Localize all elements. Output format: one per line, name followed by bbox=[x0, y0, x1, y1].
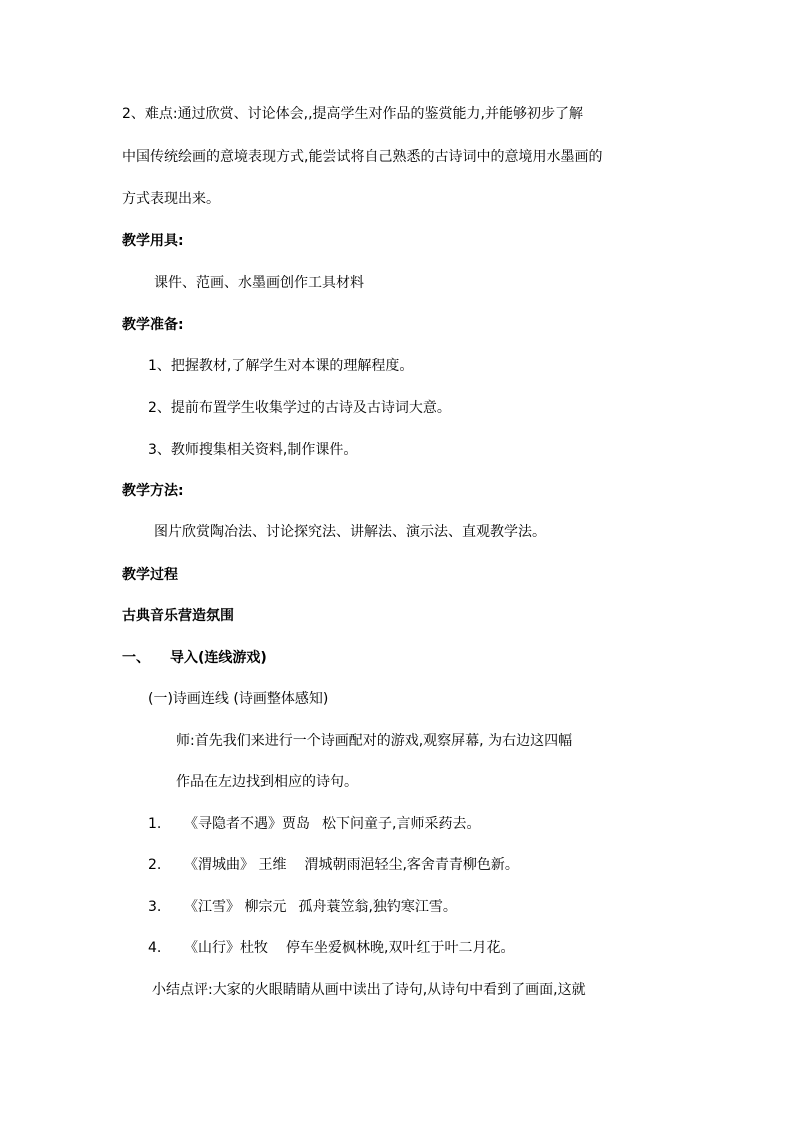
poem-1-title: 《寻隐者不遇》贾岛 bbox=[184, 816, 310, 832]
summary-line: 小结点评:大家的火眼睛睛从画中读出了诗句,从诗句中看到了画面,这就 bbox=[152, 982, 586, 998]
tools-content: 课件、范画、水墨画创作工具材料 bbox=[154, 275, 364, 291]
poem-4-number: 4. bbox=[148, 940, 162, 956]
teacher-line-2: 作品在左边找到相应的诗句。 bbox=[176, 774, 358, 790]
poem-4-title: 《山行》杜牧 bbox=[184, 940, 268, 956]
poem-1-number: 1. bbox=[148, 816, 162, 832]
poem-item-1 bbox=[148, 815, 480, 833]
poem-4-line: 停车坐爱枫林晚,双叶红于叶二月花。 bbox=[286, 940, 515, 956]
tools-heading: 教学用具: bbox=[122, 233, 184, 249]
process-heading: 教学过程 bbox=[122, 567, 178, 583]
poem-3-line: 孤舟蓑笠翁,独钓寒江雪。 bbox=[298, 899, 457, 915]
difficulty-line-3: 方式表现出来。 bbox=[122, 191, 220, 207]
prep-item-3: 3、教师搜集相关资料,制作课件。 bbox=[148, 442, 358, 458]
section-1-number: 一、 bbox=[122, 650, 150, 666]
section-1-title: 导入(连线游戏) bbox=[170, 650, 267, 666]
subsection-1: (一)诗画连线 (诗画整体感知) bbox=[148, 691, 329, 707]
poem-item-4 bbox=[148, 939, 514, 957]
poem-2-number: 2. bbox=[148, 857, 162, 873]
prep-heading: 教学准备: bbox=[122, 317, 184, 333]
poem-3-number: 3. bbox=[148, 899, 162, 915]
methods-heading: 教学方法: bbox=[122, 483, 184, 499]
methods-content: 图片欣赏陶冶法、讨论探究法、讲解法、演示法、直观教学法。 bbox=[154, 524, 546, 540]
prep-item-2: 2、提前布置学生收集学过的古诗及古诗词大意。 bbox=[148, 400, 451, 416]
poem-1-line: 松下问童子,言师采药去。 bbox=[322, 816, 481, 832]
music-heading: 古典音乐营造氛围 bbox=[122, 608, 234, 624]
section-1-heading bbox=[122, 649, 267, 667]
poem-3-title: 《江雪》 柳宗元 bbox=[184, 899, 287, 915]
poem-item-3 bbox=[148, 898, 457, 916]
difficulty-line-1: 2、难点:通过欣赏、讨论体会,,提高学生对作品的鉴赏能力,并能够初步了解 bbox=[122, 106, 583, 122]
prep-item-1: 1、把握教材,了解学生对本课的理解程度。 bbox=[148, 358, 414, 374]
poem-2-line: 渭城朝雨浥轻尘,客舍青青柳色新。 bbox=[304, 857, 519, 873]
difficulty-line-2: 中国传统绘画的意境表现方式,能尝试将自己熟悉的古诗词中的意境用水墨画的 bbox=[122, 149, 603, 165]
poem-2-title: 《渭城曲》 王维 bbox=[184, 857, 287, 873]
poem-item-2 bbox=[148, 856, 519, 874]
teacher-line-1: 师:首先我们来进行一个诗画配对的游戏,观察屏幕, 为右边这四幅 bbox=[176, 733, 573, 749]
